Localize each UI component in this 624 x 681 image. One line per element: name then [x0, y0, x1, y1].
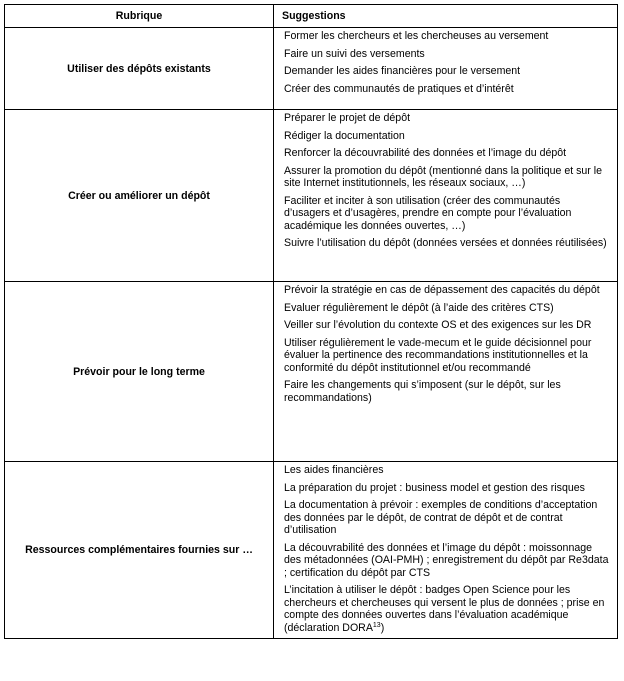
suggestion-item: Evaluer régulièrement le dépôt (à l’aide des critères CTS) [284, 301, 554, 314]
suggestion-item: Veiller sur l’évolution du contexte OS et des exigences sur les DR [284, 319, 592, 331]
suggestion-item: Créer des communautés de pratiques et d’intérêt [284, 82, 514, 95]
suggestions-cell [274, 282, 618, 462]
suggestion-item: Rédiger la documentation [284, 129, 405, 142]
header-row [5, 5, 618, 28]
suggestions-cell [274, 28, 618, 110]
suggestion-item: Faire les changements qui s’imposent (sur le dépôt, sur les recommandations) [284, 379, 561, 404]
suggestion-item: Faciliter et inciter à son utilisation (créer des communautés d’usagers et d’usagères, prendre en compte pour l’évaluation académique les données ouvertes, …) [284, 194, 572, 232]
suggestion-item: Suivre l’utilisation du dépôt (données versées et données réutilisées) [284, 237, 607, 249]
suggestion-item: Les aides financières [284, 464, 384, 476]
rubrique-cell: Prévoir pour le long terme [5, 282, 274, 462]
suggestions-cell [274, 110, 618, 282]
table-row [5, 282, 618, 462]
suggestion-item: Demander les aides financières pour le versement [284, 65, 521, 77]
suggestion-text: L’incitation à utiliser le dépôt : badges Open Science pour les chercheurs et chercheuses qui versent le plus de données ; prise en compte des données ouvertes dans l’évaluation académique (déclaration DORA [284, 584, 605, 634]
suggestion-item: Faire un suivi des versements [284, 47, 425, 60]
suggestion-item: Prévoir la stratégie en cas de dépassement des capacités du dépôt [284, 284, 600, 296]
suggestion-item: Assurer la promotion du dépôt (mentionné dans la politique et sur le site Internet institutionnels, les réseaux sociaux, …) [284, 164, 602, 189]
suggestion-item: La préparation du projet : business model et gestion des risques [284, 481, 585, 494]
table-row [5, 28, 618, 110]
suggestion-item [284, 584, 609, 634]
suggestion-item: La découvrabilité des données et l’image du dépôt : moissonnage des métadonnées (OAI-PMH) ; enregistrement du dépôt par Re3data ; certification du dépôt par CTS [284, 541, 609, 579]
header-rubrique: Rubrique [5, 5, 274, 28]
header-suggestions: Suggestions [274, 5, 618, 28]
closing-paren: ) [380, 621, 385, 634]
suggestions-table [4, 4, 618, 639]
rubrique-cell: Créer ou améliorer un dépôt [5, 110, 274, 282]
rubrique-cell: Ressources complémentaires fournies sur … [5, 462, 274, 639]
suggestion-item: Utiliser régulièrement le vade-mecum et le guide décisionnel pour évaluer la pertinence des recommandations institutionnelles et la conformité du dépôt institutionnel et/ou recommandé [284, 336, 592, 374]
suggestion-item: Renforcer la découvrabilité des données et l’image du dépôt [284, 147, 567, 159]
suggestions-cell [274, 462, 618, 639]
rubrique-cell: Utiliser des dépôts existants [5, 28, 274, 110]
suggestion-item: Préparer le projet de dépôt [284, 112, 411, 124]
suggestion-item: Former les chercheurs et les chercheuses au versement [284, 30, 549, 42]
table-row [5, 110, 618, 282]
suggestion-item: La documentation à prévoir : exemples de conditions d’acceptation des données par le dépôt, de contrat de dépôt et de contrat d’utilisation [284, 499, 598, 536]
footnote-marker: 13 [372, 621, 381, 629]
table-row [5, 462, 618, 639]
